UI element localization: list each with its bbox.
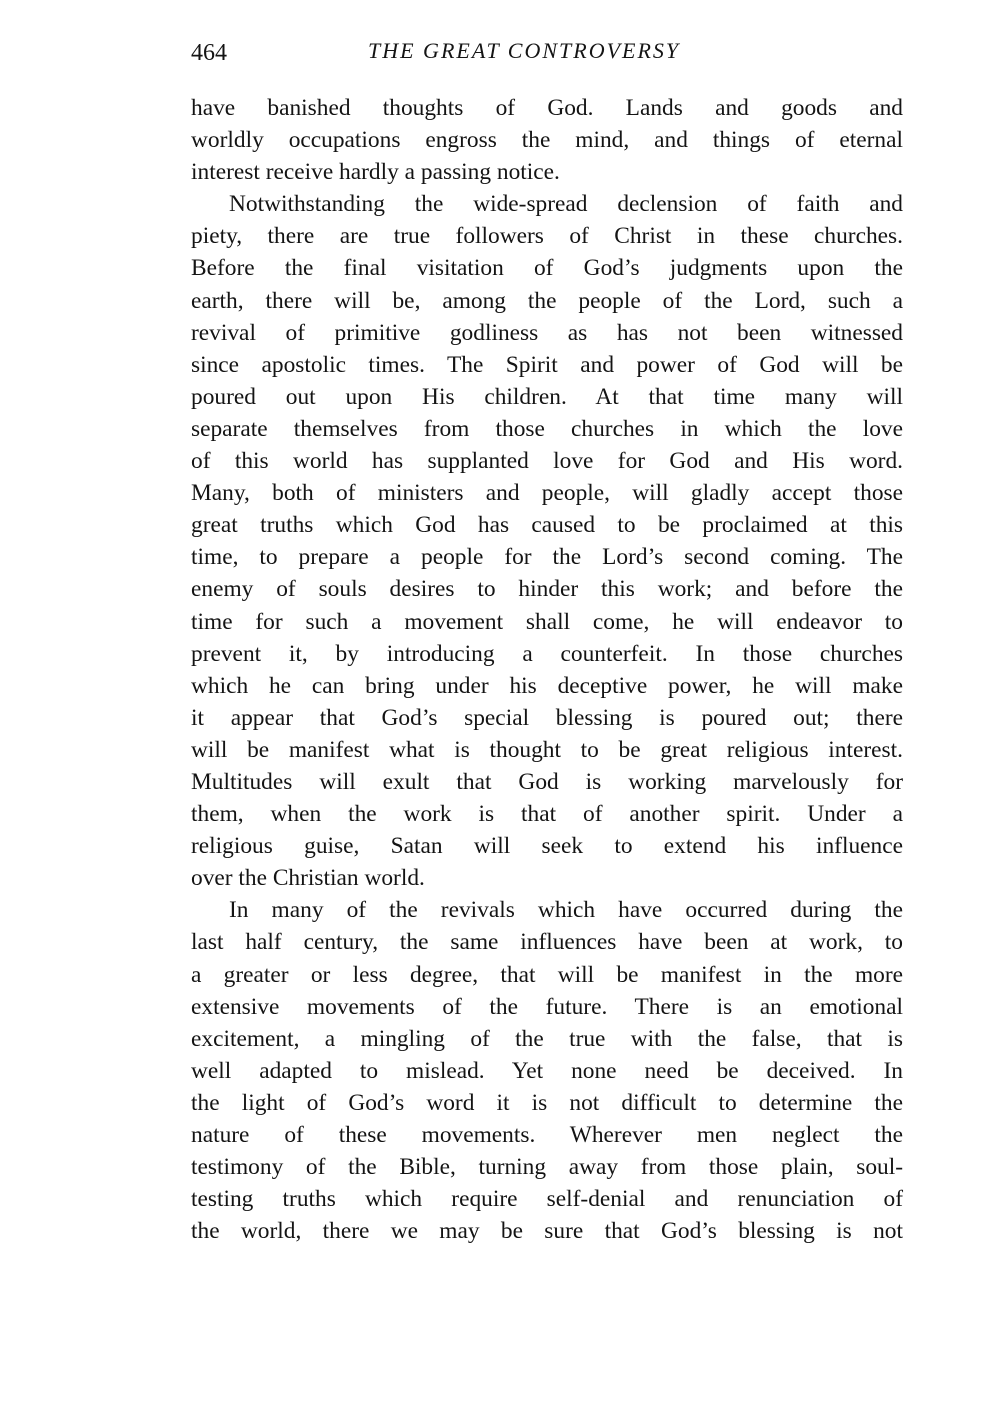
- text-line: testing truths which require self-denial and renunciation of: [191, 1186, 903, 1213]
- running-title: THE GREAT CONTROVERSY: [368, 38, 681, 63]
- text-line: earth, there will be, among the people of the Lord, such a: [191, 287, 903, 314]
- paragraph-1: [191, 92, 903, 188]
- text-line: poured out upon His children. At that time many will: [191, 383, 903, 410]
- text-line: time, to prepare a people for the Lord’s second coming. The: [191, 544, 903, 571]
- text-line: prevent it, by introducing a counterfeit. In those churches: [191, 640, 903, 667]
- text-line: Before the final visitation of God’s judgments upon the: [191, 255, 903, 282]
- text-line: last half century, the same influences have been at work, to: [191, 929, 903, 956]
- text-line: since apostolic times. The Spirit and power of God will be: [191, 351, 903, 378]
- text-line: it appear that God’s special blessing is poured out; there: [191, 704, 903, 731]
- text-line: the world, there we may be sure that God’s blessing is not: [191, 1218, 903, 1245]
- text-line: interest receive hardly a passing notice.: [191, 159, 560, 186]
- text-line: nature of these movements. Wherever men neglect the: [191, 1122, 903, 1148]
- text-line: extensive movements of the future. There is an emotional: [191, 993, 903, 1020]
- text-line: great truths which God has caused to be proclaimed at this: [191, 512, 903, 539]
- text-line: well adapted to mislead. Yet none need be deceived. In: [191, 1057, 903, 1084]
- text-line: separate themselves from those churches in which the love: [191, 415, 903, 442]
- text-line: which he can bring under his deceptive power, he will make: [191, 672, 903, 699]
- page-number: 464: [191, 40, 227, 66]
- text-line: piety, there are true followers of Christ in these churches.: [191, 223, 903, 250]
- paragraph-2: [191, 188, 903, 894]
- text-line: In many of the revivals which have occurred during the: [229, 897, 903, 924]
- text-line: religious guise, Satan will seek to extend his influence: [191, 833, 903, 860]
- text-line: of this world has supplanted love for God and His word.: [191, 448, 903, 475]
- paragraph-3: [191, 894, 903, 1247]
- text-line: a greater or less degree, that will be manifest in the more: [191, 961, 903, 988]
- text-line: them, when the work is that of another spirit. Under a: [191, 801, 903, 828]
- text-line: enemy of souls desires to hinder this work; and before the: [191, 576, 903, 603]
- page-header: [191, 38, 911, 74]
- text-line: Notwithstanding the wide-spread declension of faith and: [229, 191, 903, 218]
- text-line: revival of primitive godliness as has not been witnessed: [191, 319, 903, 346]
- text-line: testimony of the Bible, turning away from those plain, soul-: [191, 1154, 903, 1181]
- text-line: Many, both of ministers and people, will gladly accept those: [191, 480, 903, 507]
- body-text: [191, 92, 903, 1247]
- text-line: Multitudes will exult that God is working marvelously for: [191, 768, 903, 795]
- text-line: the light of God’s word it is not difficult to determine the: [191, 1089, 903, 1116]
- text-line: over the Christian world.: [191, 865, 425, 892]
- text-line: time for such a movement shall come, he will endeavor to: [191, 608, 903, 635]
- text-line: worldly occupations engross the mind, and things of eternal: [191, 127, 903, 154]
- text-line: have banished thoughts of God. Lands and goods and: [191, 95, 903, 121]
- text-line: will be manifest what is thought to be great religious interest.: [191, 736, 903, 763]
- text-line: excitement, a mingling of the true with the false, that is: [191, 1025, 903, 1052]
